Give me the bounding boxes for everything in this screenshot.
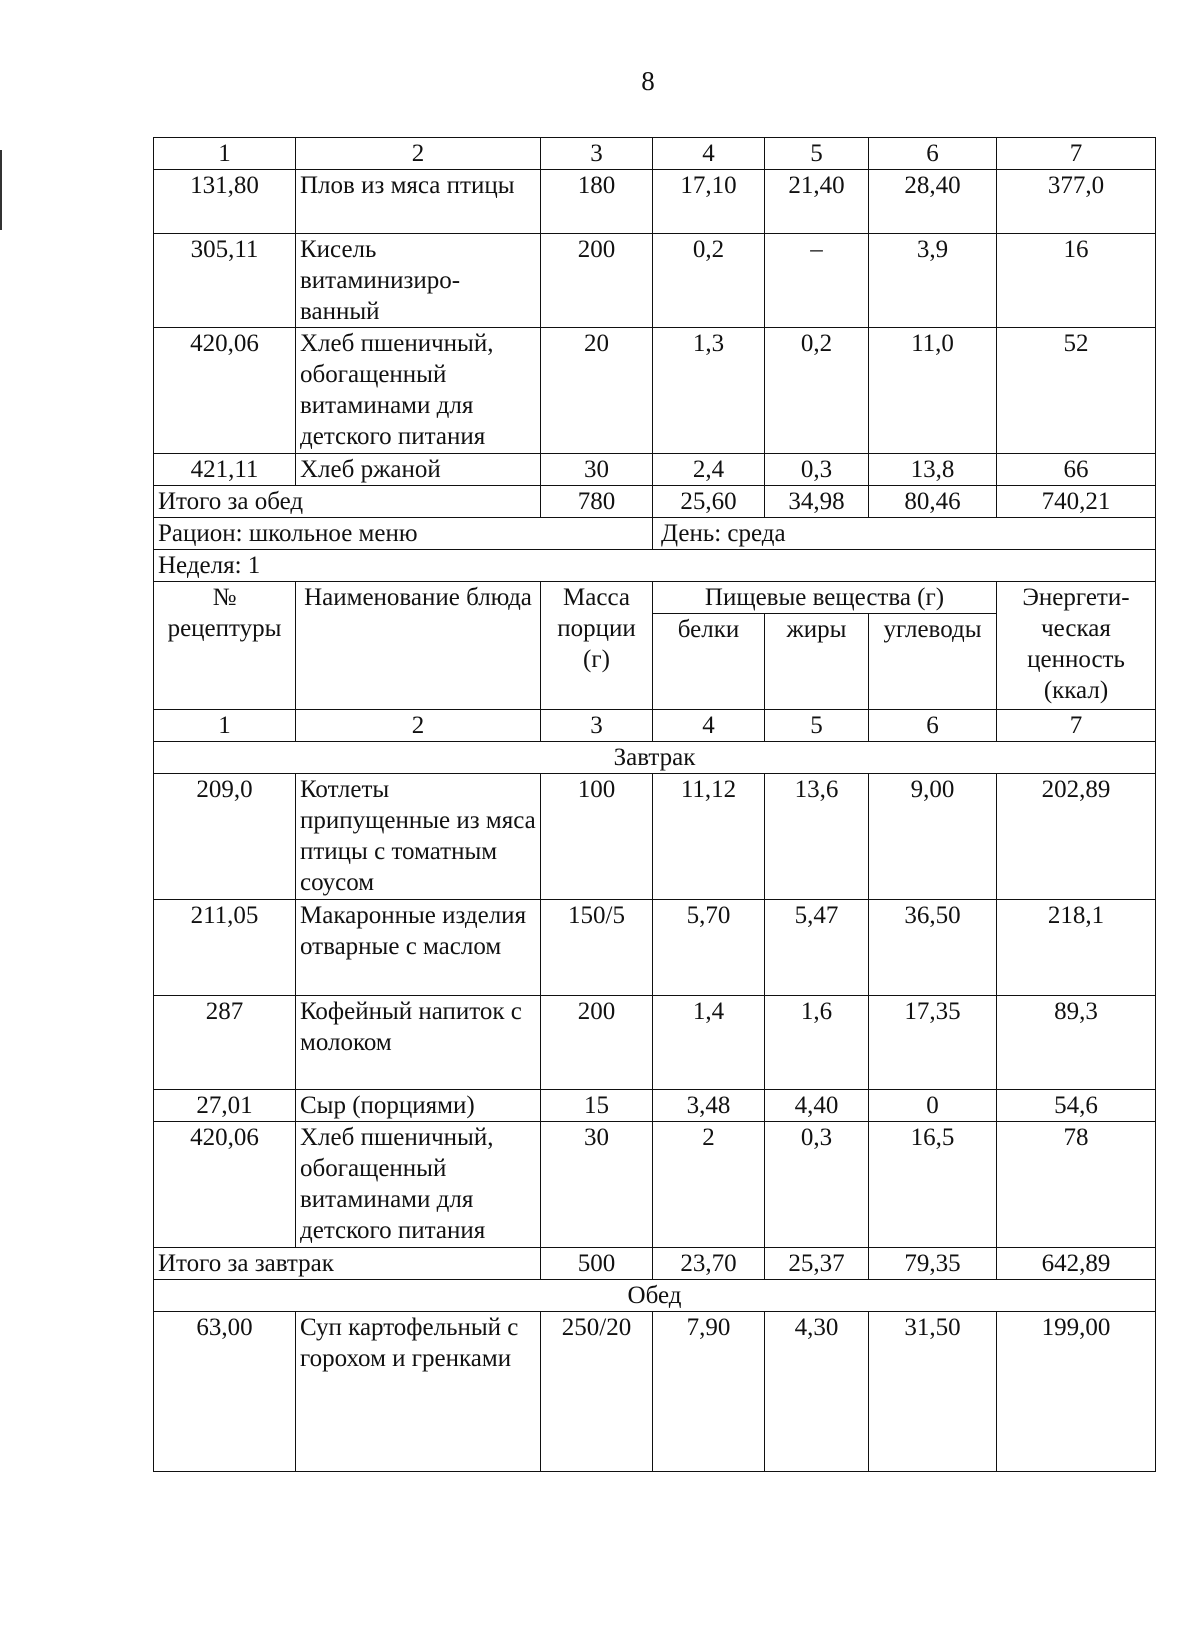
dish-name: Плов из мяса птицы	[296, 170, 541, 234]
fat-value: 4,30	[765, 1312, 869, 1472]
protein-value: 7,90	[653, 1312, 765, 1472]
protein-value: 1,3	[653, 328, 765, 454]
energy-value: 52	[997, 328, 1156, 454]
fat-value: 21,40	[765, 170, 869, 234]
section-row	[154, 1280, 1156, 1312]
day-label: День: среда	[653, 518, 1156, 550]
energy-value: 54,6	[997, 1090, 1156, 1122]
week-label: Неделя: 1	[154, 550, 1156, 582]
energy-value: 78	[997, 1122, 1156, 1248]
week-row	[154, 550, 1156, 582]
carbs-value: 13,8	[869, 454, 997, 486]
recipe-code: 27,01	[154, 1090, 296, 1122]
column-number-row	[154, 138, 1156, 170]
fat-value: –	[765, 234, 869, 328]
dish-name: Кисель витаминизиро-ванный	[296, 234, 541, 328]
recipe-code: 287	[154, 996, 296, 1090]
dish-name: Макаронные изделия отварные с маслом	[296, 900, 541, 996]
table-row	[154, 170, 1156, 234]
fat-value: 1,6	[765, 996, 869, 1090]
protein-value: 11,12	[653, 774, 765, 900]
header-protein: белки	[653, 614, 765, 710]
protein-value: 3,48	[653, 1090, 765, 1122]
portion-mass: 15	[541, 1090, 653, 1122]
energy-value: 202,89	[997, 774, 1156, 900]
section-lunch: Обед	[154, 1280, 1156, 1312]
column-number: 1	[154, 138, 296, 170]
table-row	[154, 1090, 1156, 1122]
portion-mass: 100	[541, 774, 653, 900]
scan-edge-mark	[0, 150, 2, 230]
header-row	[154, 582, 1156, 614]
portion-mass: 20	[541, 328, 653, 454]
total-mass: 780	[541, 486, 653, 518]
carbs-value: 31,50	[869, 1312, 997, 1472]
column-number: 7	[997, 710, 1156, 742]
header-recipe-no: № рецептуры	[154, 582, 296, 710]
portion-mass: 30	[541, 1122, 653, 1248]
table-row	[154, 900, 1156, 996]
carbs-value: 36,50	[869, 900, 997, 996]
fat-value: 13,6	[765, 774, 869, 900]
header-energy: Энергети-ческая ценность (ккал)	[997, 582, 1156, 710]
protein-value: 5,70	[653, 900, 765, 996]
recipe-code: 209,0	[154, 774, 296, 900]
energy-value: 377,0	[997, 170, 1156, 234]
total-protein: 25,60	[653, 486, 765, 518]
protein-value: 2	[653, 1122, 765, 1248]
carbs-value: 11,0	[869, 328, 997, 454]
header-dish-name: Наименование блюда	[296, 582, 541, 710]
column-number: 4	[653, 138, 765, 170]
total-protein: 23,70	[653, 1248, 765, 1280]
carbs-value: 16,5	[869, 1122, 997, 1248]
table-row	[154, 1312, 1156, 1472]
section-breakfast: Завтрак	[154, 742, 1156, 774]
total-fat: 25,37	[765, 1248, 869, 1280]
table-row	[154, 454, 1156, 486]
dish-name: Суп картофельный с горохом и гренками	[296, 1312, 541, 1472]
recipe-code: 420,06	[154, 328, 296, 454]
dish-name: Хлеб ржаной	[296, 454, 541, 486]
dish-name: Хлеб пшеничный, обогащенный витаминами для детского питания	[296, 1122, 541, 1248]
column-number: 5	[765, 138, 869, 170]
fat-value: 0,2	[765, 328, 869, 454]
column-number: 6	[869, 710, 997, 742]
total-carbs: 79,35	[869, 1248, 997, 1280]
total-mass: 500	[541, 1248, 653, 1280]
total-fat: 34,98	[765, 486, 869, 518]
table-row	[154, 774, 1156, 900]
portion-mass: 200	[541, 996, 653, 1090]
header-nutrients: Пищевые вещества (г)	[653, 582, 997, 614]
protein-value: 2,4	[653, 454, 765, 486]
portion-mass: 150/5	[541, 900, 653, 996]
column-number: 3	[541, 710, 653, 742]
header-fat: жиры	[765, 614, 869, 710]
portion-mass: 180	[541, 170, 653, 234]
ration-label: Рацион: школьное меню	[154, 518, 653, 550]
fat-value: 5,47	[765, 900, 869, 996]
dish-name: Котлеты припущенные из мяса птицы с томатным соусом	[296, 774, 541, 900]
column-number: 3	[541, 138, 653, 170]
total-label: Итого за завтрак	[154, 1248, 541, 1280]
carbs-value: 28,40	[869, 170, 997, 234]
dish-name: Хлеб пшеничный, обогащенный витаминами для детского питания	[296, 328, 541, 454]
section-row	[154, 742, 1156, 774]
fat-value: 0,3	[765, 1122, 869, 1248]
protein-value: 1,4	[653, 996, 765, 1090]
recipe-code: 305,11	[154, 234, 296, 328]
recipe-code: 131,80	[154, 170, 296, 234]
column-number: 1	[154, 710, 296, 742]
total-carbs: 80,46	[869, 486, 997, 518]
column-number: 2	[296, 138, 541, 170]
column-number: 6	[869, 138, 997, 170]
carbs-value: 3,9	[869, 234, 997, 328]
fat-value: 4,40	[765, 1090, 869, 1122]
table-row	[154, 1122, 1156, 1248]
portion-mass: 30	[541, 454, 653, 486]
portion-mass: 200	[541, 234, 653, 328]
fat-value: 0,3	[765, 454, 869, 486]
column-number: 7	[997, 138, 1156, 170]
column-number-row	[154, 710, 1156, 742]
carbs-value: 0	[869, 1090, 997, 1122]
total-energy: 642,89	[997, 1248, 1156, 1280]
protein-value: 0,2	[653, 234, 765, 328]
header-portion-mass: Масса порции (г)	[541, 582, 653, 710]
energy-value: 16	[997, 234, 1156, 328]
column-number: 2	[296, 710, 541, 742]
dish-name: Кофейный напиток с молоком	[296, 996, 541, 1090]
recipe-code: 420,06	[154, 1122, 296, 1248]
total-row	[154, 486, 1156, 518]
recipe-code: 211,05	[154, 900, 296, 996]
column-number: 4	[653, 710, 765, 742]
carbs-value: 17,35	[869, 996, 997, 1090]
table-row	[154, 328, 1156, 454]
column-number: 5	[765, 710, 869, 742]
total-row	[154, 1248, 1156, 1280]
energy-value: 89,3	[997, 996, 1156, 1090]
table-row	[154, 996, 1156, 1090]
energy-value: 66	[997, 454, 1156, 486]
energy-value: 218,1	[997, 900, 1156, 996]
recipe-code: 421,11	[154, 454, 296, 486]
portion-mass: 250/20	[541, 1312, 653, 1472]
energy-value: 199,00	[997, 1312, 1156, 1472]
recipe-code: 63,00	[154, 1312, 296, 1472]
dish-name: Сыр (порциями)	[296, 1090, 541, 1122]
total-label: Итого за обед	[154, 486, 541, 518]
menu-table	[153, 137, 1156, 1472]
carbs-value: 9,00	[869, 774, 997, 900]
protein-value: 17,10	[653, 170, 765, 234]
page-number: 8	[641, 66, 655, 96]
table-row	[154, 234, 1156, 328]
header-carbs: углеводы	[869, 614, 997, 710]
ration-row	[154, 518, 1156, 550]
total-energy: 740,21	[997, 486, 1156, 518]
